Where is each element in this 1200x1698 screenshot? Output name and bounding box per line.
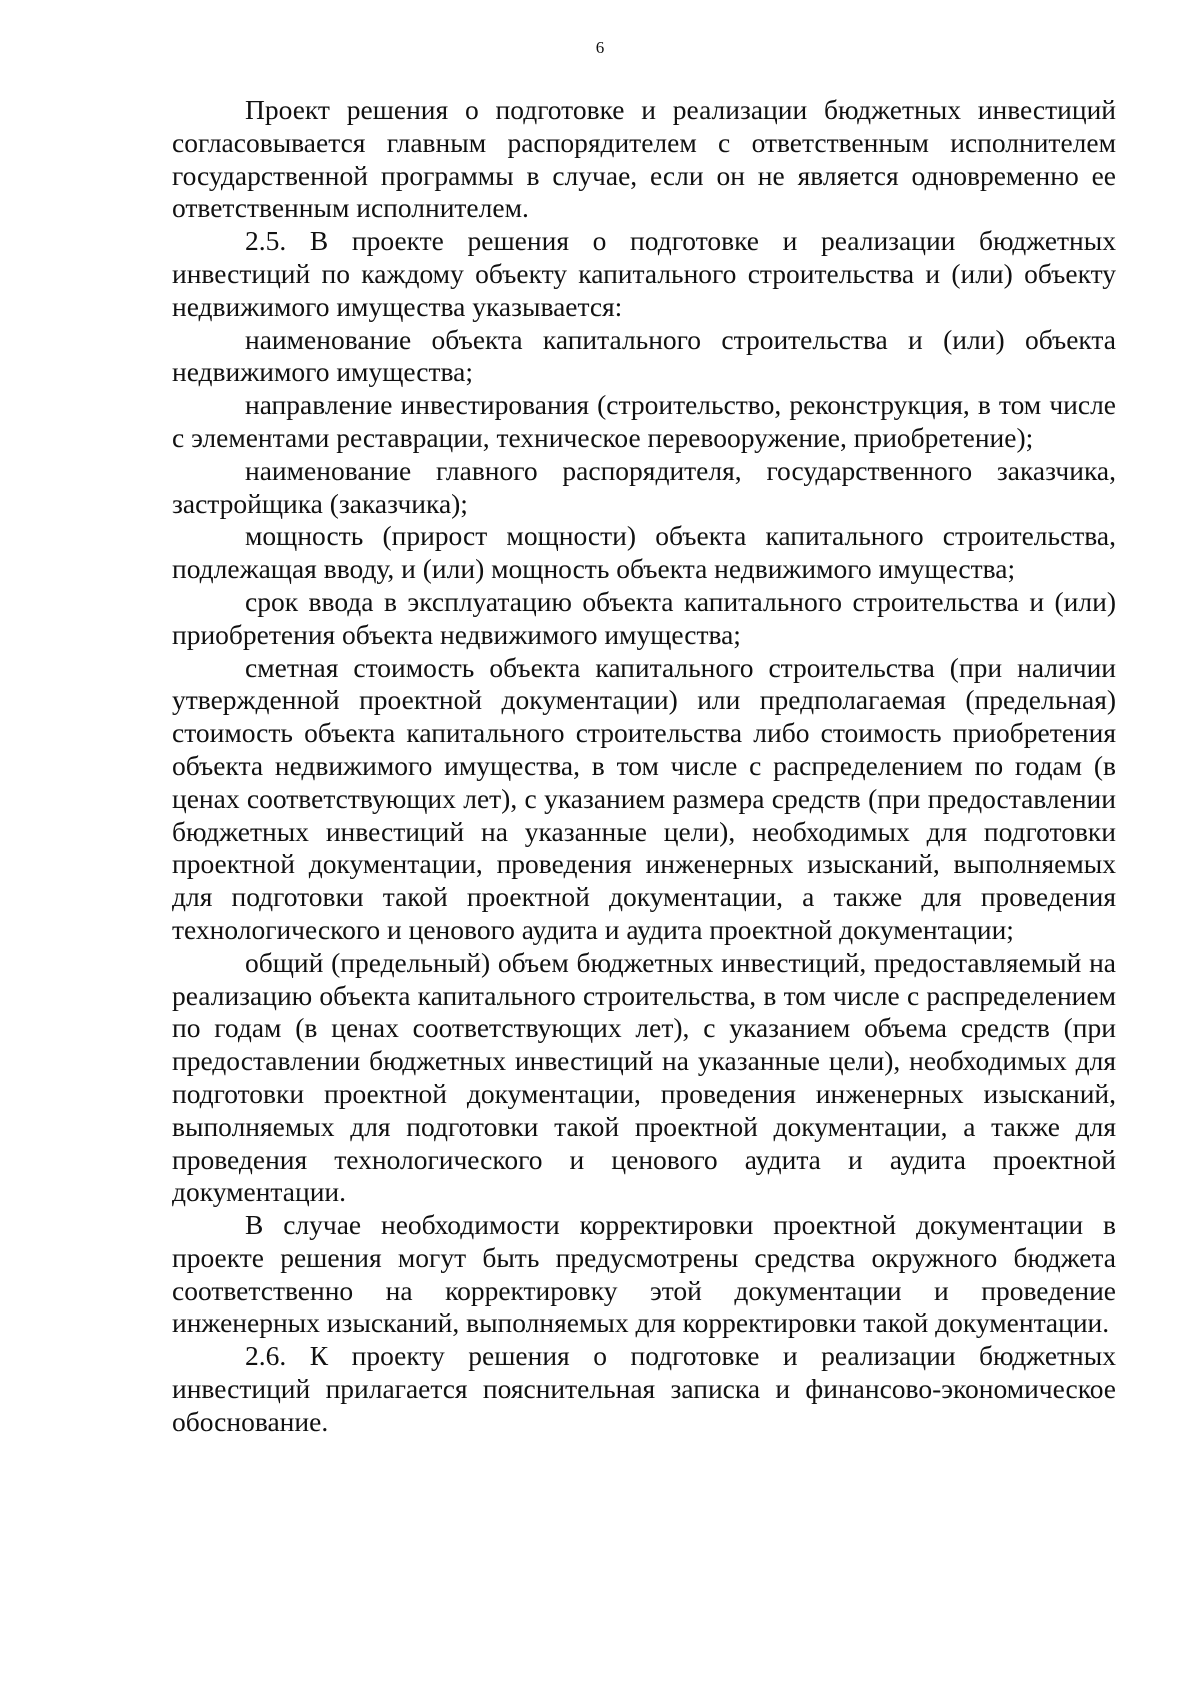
page-number: 6 bbox=[595, 38, 605, 57]
paragraph-2-5: 2.5. В проекте решения о подготовке и реализации бюджетных инвестиций по каждому объекту капитального строительства и (или) объекту недвижимого имущества указывается: bbox=[172, 225, 1116, 322]
paragraph-2-6: 2.6. К проекту решения о подготовке и реализации бюджетных инвестиций прилагается пояснительная записка и финансово-экономическое обоснование. bbox=[172, 1340, 1116, 1437]
list-item-estimated-cost: сметная стоимость объекта капитального строительства (при наличии утвержденной проектной документации) или предполагаемая (предельная) стоимость объекта капитального строительства либо стоимость приобретения объекта недвижимого имущества, в том числе с распределением по годам (в ценах соответствующих лет), с указанием размера средств (при предоставлении бюджетных инвестиций на указанные цели), необходимых для подготовки проектной документации, проведения инженерных изысканий, выполняемых для подготовки такой проектной документации, а также для проведения технологического и ценового аудита и аудита проектной документации; bbox=[172, 651, 1116, 945]
document-body bbox=[172, 94, 1116, 1439]
list-item-commissioning-term: срок ввода в эксплуатацию объекта капитального строительства и (или) приобретения объекта недвижимого имущества; bbox=[172, 585, 1116, 650]
paragraph-correction: В случае необходимости корректировки проектной документации в проекте решения могут быть предусмотрены средства окружного бюджета соответственно на корректировку этой документации и проведение инженерных изысканий, выполняемых для корректировки такой документации. bbox=[172, 1209, 1116, 1339]
paragraph-approval: Проект решения о подготовке и реализации бюджетных инвестиций согласовывается главным распорядителем с ответственным исполнителем государственной программы в случае, если он не является одновременно ее ответственным исполнителем. bbox=[172, 94, 1116, 224]
list-item-total-volume: общий (предельный) объем бюджетных инвестиций, предоставляемый на реализацию объекта капитального строительства, в том числе с распределением по годам (в ценах соответствующих лет), с указанием объема средств (при предоставлении бюджетных инвестиций на указанные цели), необходимых для подготовки проектной документации, проведения инженерных изысканий, выполняемых для подготовки такой проектной документации, а также для проведения технологического и ценового аудита и аудита проектной документации. bbox=[172, 946, 1116, 1208]
list-item-manager-name: наименование главного распорядителя, государственного заказчика, застройщика (заказчика); bbox=[172, 454, 1116, 519]
list-item-investment-direction: направление инвестирования (строительство, реконструкция, в том числе с элементами реставрации, техническое перевооружение, приобретение); bbox=[172, 389, 1116, 453]
list-item-object-name: наименование объекта капитального строительства и (или) объекта недвижимого имущества; bbox=[172, 323, 1116, 388]
list-item-capacity: мощность (прирост мощности) объекта капитального строительства, подлежащая вводу, и (или) мощность объекта недвижимого имущества; bbox=[172, 520, 1116, 585]
